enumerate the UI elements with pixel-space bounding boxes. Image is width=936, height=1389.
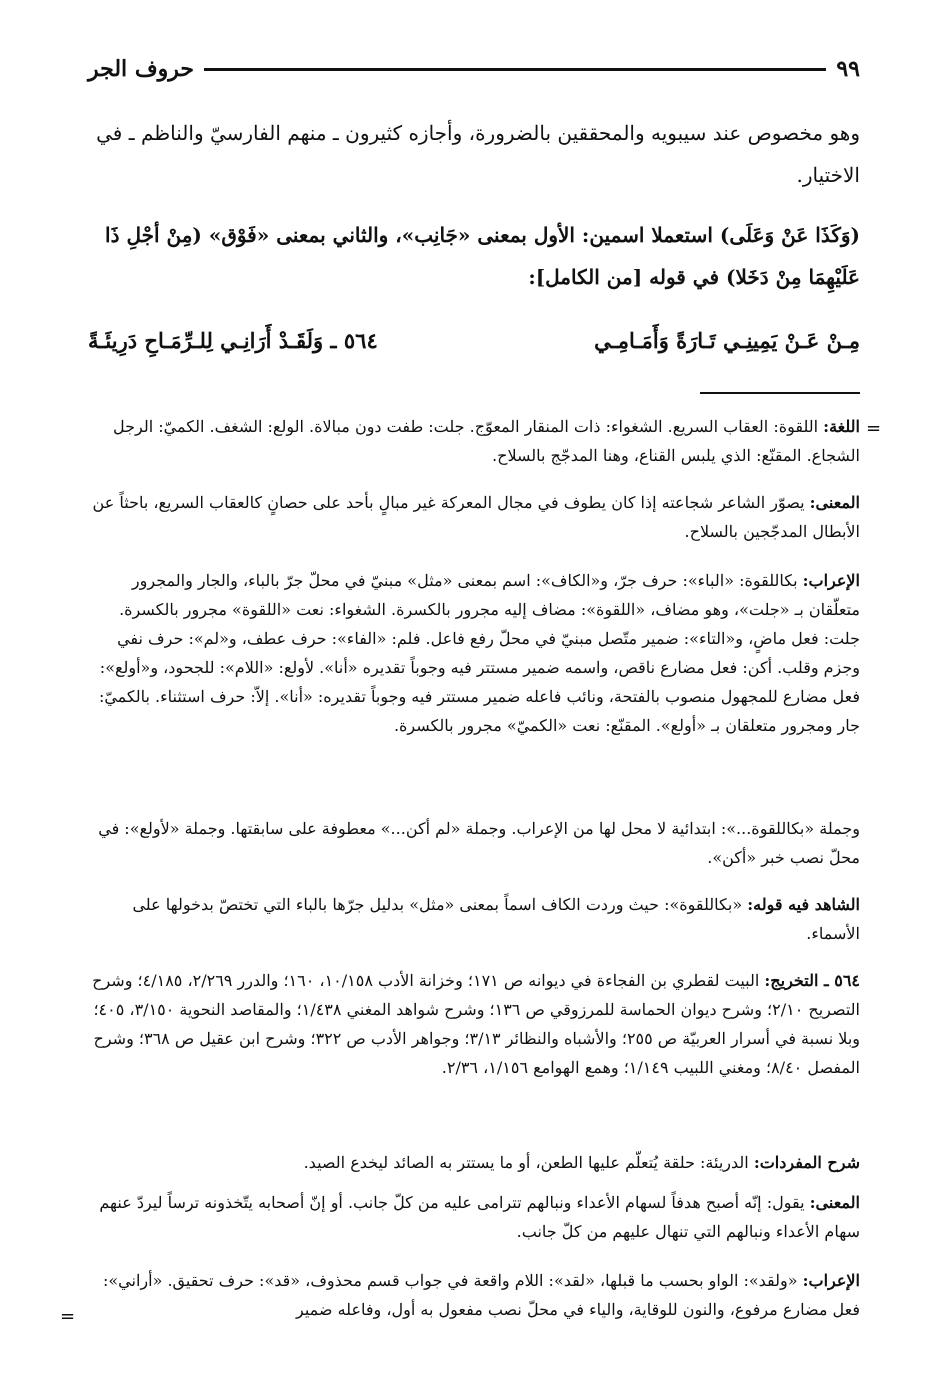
footnote-vocabulary: شرح المفردات: الدريئة: حلقة يُتعلّم عليها الطعن، أو ما يستتر به الصائد ليخدع الصيد. bbox=[303, 1153, 860, 1172]
note-label: المعنى: bbox=[809, 1193, 860, 1212]
note-label: المعنى: bbox=[809, 493, 860, 512]
verse-first-hemistich: ٥٦٤ ـ وَلَقَـدْ أَرَانِـي لِلـرِّمَـاحِ دَرِيئَـةً bbox=[88, 327, 378, 353]
footnote-separator bbox=[700, 392, 860, 394]
note-label: شرح المفردات: bbox=[753, 1153, 860, 1172]
footnote-sources: ٥٦٤ ـ التخريج: البيت لقطري بن الفجاءة في ديوانه ص ١٧١؛ وخزانة الأدب ١٠/١٥٨، ١٦٠؛ والدرر ٢/٢٦٩، ٤/١٨٥؛ وشرح التصريح ٢/١٠؛ وشرح ديوان الحماسة للمرزوقي ص ١٣٦؛ وشرح شواهد المغني ١/٤٣٨؛ والمقاصد النحوية ٣/١٥٠، ٤٠٥؛ وبلا نسبة في أسرار العربيّة ص ٢٥٥؛ والأشباه والنظائر ٣/١٣؛ وجواهر الأدب ص ٣٢٢؛ وشرح ابن عقيل ص ٣٦٨؛ وشرح المفصل ٨/٤٠؛ ومغني اللبيب ١/١٤٩؛ وهمع الهوامع ١/١٥٦، ٢/٣٦. bbox=[92, 971, 860, 1077]
footnote-meaning: المعنى: يصوّر الشاعر شجاعته إذا كان يطوف في مجال المعركة غير مبالٍ بأحد على حصانٍ كالعقاب السريع، باحثاً عن الأبطال المدجّجين بالسلاح. bbox=[92, 493, 860, 541]
continuation-mark-bottom: = bbox=[60, 1306, 76, 1327]
poem-verse bbox=[88, 318, 860, 362]
note-label: ٥٦٤ ـ التخريج: bbox=[764, 971, 860, 990]
verse-second-hemistich: مِـنْ عَـنْ يَمِينِـي تَـارَةً وَأَمَـامِـي bbox=[594, 327, 860, 353]
page-header bbox=[88, 52, 860, 86]
note-label: الشاهد فيه قوله: bbox=[747, 895, 860, 914]
continuation-mark-top: = bbox=[866, 418, 882, 439]
running-title: حروف الجر bbox=[88, 56, 194, 82]
footnote-language: اللغة: اللقوة: العقاب السريع. الشغواء: ذات المنقار المعوّج. جلت: طفت دون مبالاة. الولع: الشغف. الكميّ: الرجل الشجاع. المقنّع: الذي يلبس القناع، وهنا المدجّج بالسلاح. bbox=[113, 417, 860, 465]
footnote-evidence: الشاهد فيه قوله: «بكاللقوة»: حيث وردت الكاف اسماً بمعنى «مثل» بدليل جرّها بالباء التي تختصّ بدخولها على الأسماء. bbox=[132, 895, 860, 943]
page-number: ٩٩ bbox=[836, 56, 860, 82]
footnote-parsing-2: الإعراب: «ولقد»: الواو بحسب ما قبلها، «لقد»: اللام واقعة في جواب قسم محذوف، «قد»: حرف تحقيق. «أراني»: فعل مضارع مرفوع، والنون للوقاية، والياء في محلّ نصب مفعول به أول، وفاعله ضمير bbox=[102, 1271, 860, 1319]
footnote-sentences: وجملة «بكاللقوة...»: ابتدائية لا محل لها من الإعراب. وجملة «لم أكن...» معطوفة على سابقتها. وجملة «لأولع»: في محلّ نصب خبر «أكن». bbox=[98, 819, 860, 867]
note-label: اللغة: bbox=[823, 417, 860, 436]
footnote-parsing: الإعراب: بكاللقوة: «الباء»: حرف جرّ، و«الكاف»: اسم بمعنى «مثل» مبنيّ في محلّ جرّ بالباء، والجار والمجرور متعلّقان بـ «جلت»، وهو مضاف، «اللقوة»: مضاف إليه مجرور بالكسرة. الشغواء: نعت «اللقوة» مجرور بالكسرة. جلت: فعل ماضٍ، و«التاء»: ضمير متّصل مبنيّ في محلّ رفع فاعل. فلم: «الفاء»: حرف عطف، و«لم»: حرف نفي وجزم وقلب. أكن: فعل مضارع ناقص، واسمه ضمير مستتر فيه وجوباً تقديره «أنا». لأولع: «اللام»: للجحود، و«أولع»: فعل مضارع للمجهول منصوب بالفتحة، ونائب فاعله ضمير مستتر فيه وجوباً تقديره: «أنا». إلاّ: حرف استثناء. بالكميّ: جار ومجرور متعلقان بـ «أولع». المقنّع: نعت «الكميّ» مجرور بالكسرة. bbox=[98, 571, 860, 735]
main-paragraph-1: وهو مخصوص عند سيبويه والمحققين بالضرورة، وأجازه كثيرون ـ منهم الفارسيّ والناظم ـ في الاختيار. bbox=[96, 121, 860, 187]
footnote-meaning-2: المعنى: يقول: إنّه أصبح هدفاً لسهام الأعداء ونبالهم تترامى عليه من كلّ جانب. أو إنّ أصحابه يتّخذونه ترساً ليردّ عنهم سهام الأعداء ونبالهم التي تنهال عليهم من كلّ جانب. bbox=[99, 1193, 860, 1241]
header-rule bbox=[204, 68, 826, 71]
main-paragraph-2: (وَكَذَا عَنْ وَعَلَى) استعملا اسمين: الأول بمعنى «جَانِب»، والثاني بمعنى «فَوْق» (مِنْ أجْلِ ذَا عَلَيْهِمَا مِنْ دَخَلا) في قوله [من الكامل]: bbox=[105, 223, 860, 289]
note-label: الإعراب: bbox=[802, 571, 860, 590]
note-label: الإعراب: bbox=[802, 1271, 860, 1290]
